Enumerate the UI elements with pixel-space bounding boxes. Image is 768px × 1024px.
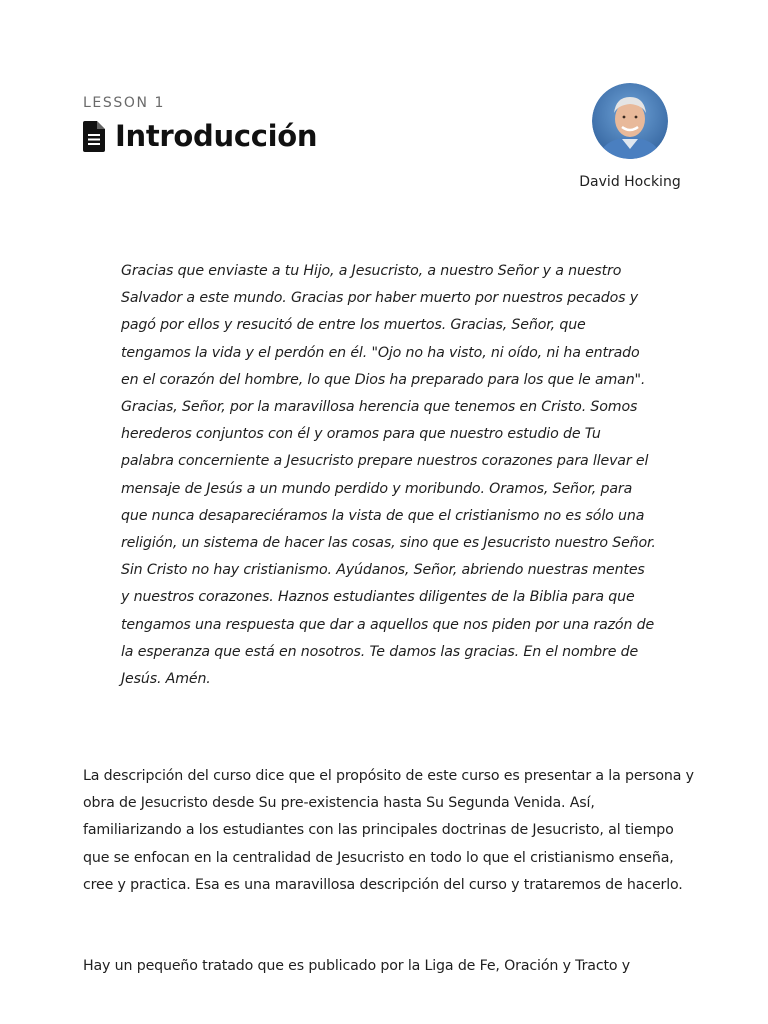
title-row [83, 118, 317, 154]
page-title: Introducción [115, 119, 318, 153]
document-icon [83, 121, 105, 152]
body-paragraph: Hay un pequeño tratado que es publicado por la Liga de Fe, Oración y Tracto y [83, 958, 631, 974]
lesson-label: LESSON 1 [83, 95, 166, 111]
author-card[interactable] [562, 83, 698, 191]
lesson-header [83, 94, 317, 154]
avatar[interactable] [592, 83, 668, 159]
author-name[interactable]: David Hocking [579, 174, 681, 190]
prayer-quote: Gracias que enviaste a tu Hijo, a Jesucristo, a nuestro Señor y a nuestro Salvador a este mundo. Gracias por haber muerto por nuestros pecados y pagó por ellos y resucitó de entre los muertos. Gracias, Señor, que tengamos la vida y el perdón en él. "Ojo no ha visto, ni oído, ni ha entrado en el corazón del hombre, lo que Dios ha preparado para los que le aman". Gracias, Señor, por la maravillosa herencia que tenemos en Cristo. Somos herederos conjuntos con él y oramos para que nuestro estudio de Tu palabra concerniente a Jesucristo prepare nuestros corazones para llevar el mensaje de Jesús a un mundo perdido y moribundo. Oramos, Señor, para que nunca desapareciéramos la vista de que el cristianismo no es sólo una religión, un sistema de hacer las cosas, sino que es Jesucristo nuestro Señor. Sin Cristo no hay cristianismo. Ayúdanos, Señor, abriendo nuestras mentes y nuestros corazones. Haznos estudiantes diligentes de la Biblia para que tengamos una respuesta que dar a aquellos que nos piden por una razón de la esperanza que está en nosotros. Te damos las gracias. En el nombre de Jesús. Amén. [121, 263, 656, 688]
body-paragraph: La descripción del curso dice que el propósito de este curso es presentar a la persona y obra de Jesucristo desde Su pre-existencia hasta Su Segunda Venida. Así, familiarizando a los estudiantes con las principales doctrinas de Jesucristo, al tiempo que se enfocan en la centralidad de Jesucristo en todo lo que el cristianismo enseña, cree y practica. Esa es una maravillosa descripción del curso y trataremos de hacerlo. [83, 768, 694, 893]
